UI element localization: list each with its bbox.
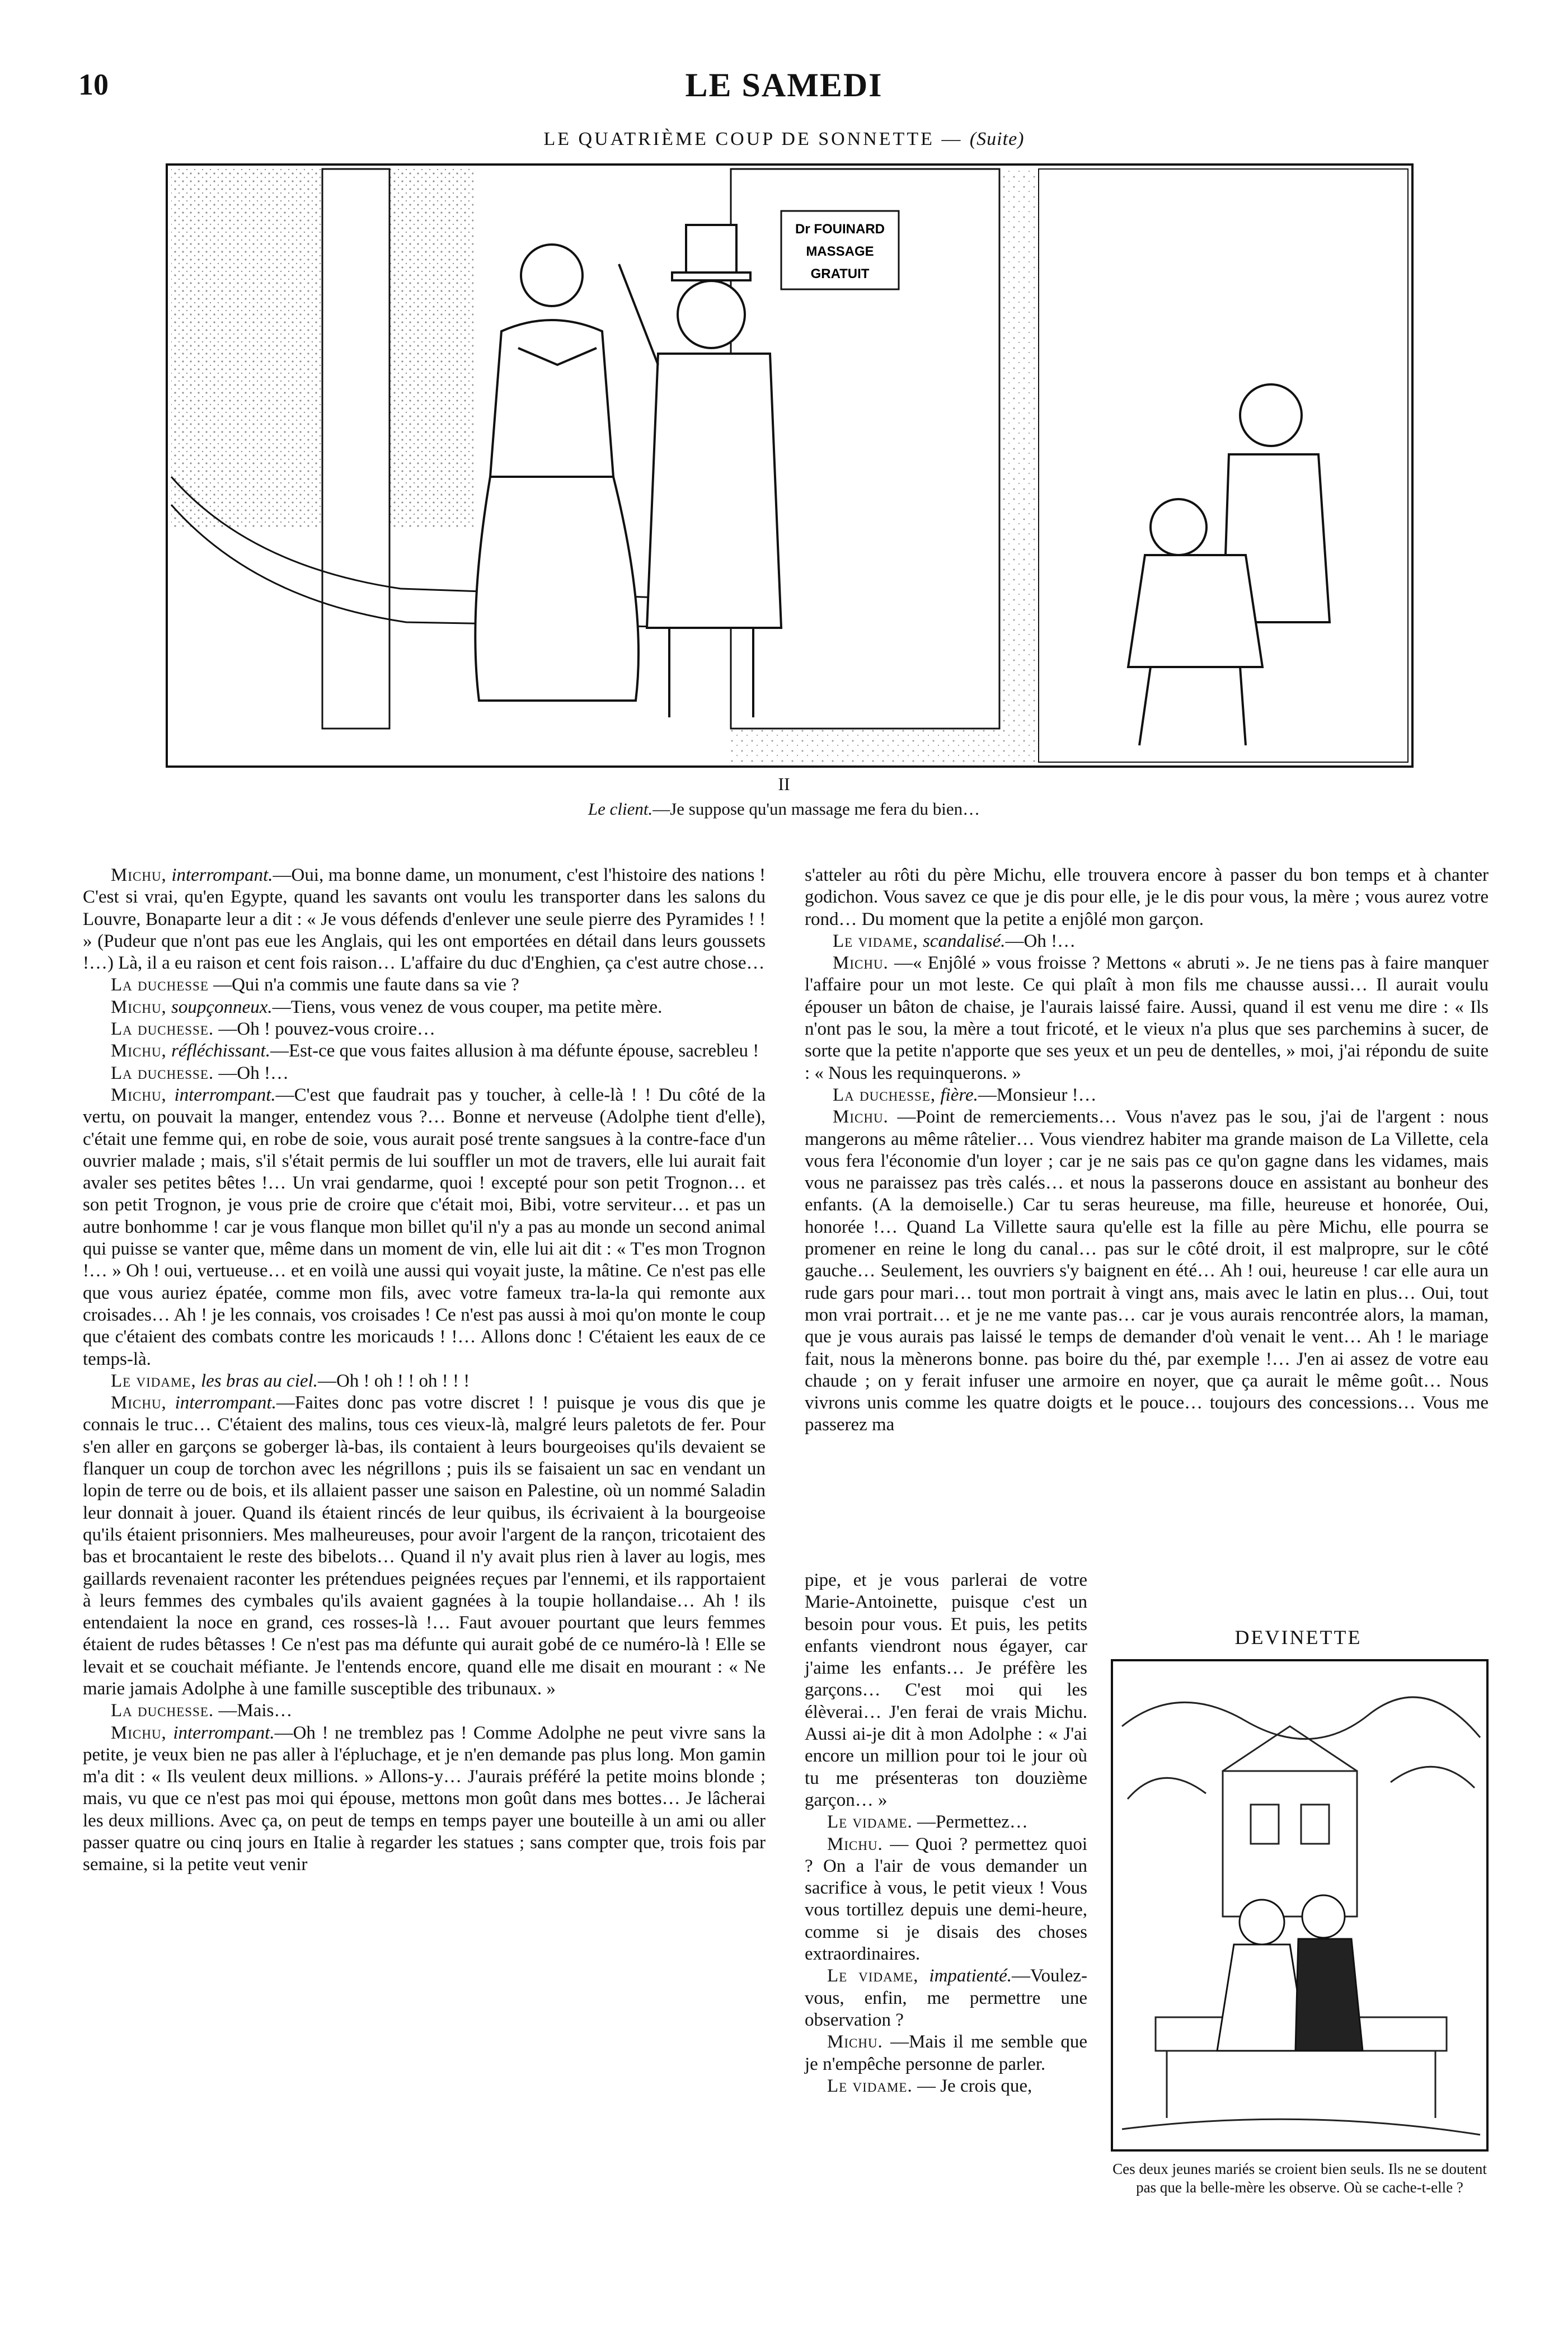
speaker: Michu, xyxy=(111,865,167,885)
speaker: Michu. xyxy=(833,953,889,974)
text-column-left xyxy=(83,865,766,1876)
speaker: Michu, xyxy=(111,1041,167,1061)
speaker: Michu. xyxy=(833,1107,889,1128)
dialogue: —Oh ! oh ! ! oh ! ! ! xyxy=(317,1370,470,1391)
speaker: Michu, xyxy=(111,1393,167,1413)
illustration-caption xyxy=(0,799,1568,819)
stage-direction: les bras au ciel. xyxy=(200,1370,318,1391)
speaker: Le vidame, xyxy=(827,1966,919,1986)
paragraph xyxy=(83,1063,766,1084)
paragraph xyxy=(83,1018,766,1040)
speaker: Michu. xyxy=(827,1834,883,1854)
dialogue: —Faites donc pas votre discret ! ! puisque je vous dis que je connais le truc… C'étaient des malins, tous ces vieux-là, malgré leurs paletots de fer. Pour s'en aller en garçons se goberger là-bas, ils contaient à leurs bourgeoises qu'ils devaient se flanquer un coup de torchon avec les négrillons ; puis ils se faisaient un sac en vendant un lopin de terre ou de bois, et ils allaient passer une saison en Palestine, où un nommé Saladin leur donnait à jouer. Quand ils étaient rincés de leur quibus, ils écrivaient à la bourgeoise qu'ils étaient prisonniers. Mes malheureuses, pour avoir l'argent de la rançon, tricotaient des bas et brocantaient le reste des bibelots… Quand il n'y avait plus rien à laver au logis, mes gaillards revenaient raconter les prétendues peignées reçues par l'ennemi, et ils rapportaient à leurs femmes des cymbales qu'ils avaient gagnées à la toupie hollandaise… Ah ! ils entendaient la noce en grand, ces rosses-là !… Faut avouer pourtant que leurs femmes étaient de rudes bêtasses ! Ce n'est pas ma défunte qui aurait gobé de ce numéro-là ! Elle se levait et se couchait méfiante. Je l'entends encore, quand elle me disait en mourant : « Ne marie jamais Adolphe à une famille susceptible des tribunaux. » xyxy=(83,1393,766,1699)
stage-direction: interrompant. xyxy=(171,865,273,885)
paragraph xyxy=(805,1965,1087,2031)
speaker: La duchesse. xyxy=(111,1019,214,1040)
paragraph xyxy=(805,865,1489,931)
dialogue: s'atteler au rôti du père Michu, elle trouvera encore à passer du bon temps et à chanter godichon. Vous savez ce que je dis pour elle, je le dis pour vous, la mère ; vous aurez votre rond… Du moment que la petite a enjôlé mon garçon. xyxy=(805,865,1489,929)
stage-direction: fière. xyxy=(940,1084,978,1105)
dialogue: —Tiens, vous venez de vous couper, ma petite mère. xyxy=(272,997,663,1017)
paragraph xyxy=(805,1106,1489,1436)
stage-direction: interrompant. xyxy=(174,1084,276,1105)
main-illustration xyxy=(166,163,1414,768)
paragraph xyxy=(83,865,766,974)
paragraph xyxy=(83,997,766,1018)
dialogue: —Qui n'a commis une faute dans sa vie ? xyxy=(213,975,519,995)
sign-line-1: Dr FOUINARD xyxy=(795,222,885,237)
stage-direction: soupçonneux. xyxy=(171,997,273,1017)
caption-speaker: Le client. xyxy=(588,799,653,819)
caption-text: —Je suppose qu'un massage me fera du bien… xyxy=(652,799,980,819)
speaker: La duchesse. xyxy=(111,1063,214,1083)
paragraph xyxy=(805,1570,1087,1811)
paragraph xyxy=(83,974,766,996)
speaker: La duchesse xyxy=(111,975,209,995)
paragraph xyxy=(805,1834,1087,1966)
paragraph xyxy=(83,1370,766,1392)
paragraph xyxy=(83,1084,766,1370)
paragraph xyxy=(805,2031,1087,2075)
stage-direction: impatienté. xyxy=(929,1966,1012,1986)
dialogue: —Oh !… xyxy=(218,1063,289,1083)
speaker: Le vidame, xyxy=(833,931,918,951)
dialogue: —Est-ce que vous faites allusion à ma défunte épouse, sacrebleu ! xyxy=(270,1041,759,1061)
subtitle-suffix: (Suite) xyxy=(969,129,1025,149)
speaker: Le vidame, xyxy=(111,1370,196,1391)
paragraph xyxy=(805,1811,1087,1833)
speaker: Michu. xyxy=(827,2032,883,2052)
subtitle-text: LE QUATRIÈME COUP DE SONNETTE — xyxy=(543,129,963,149)
dialogue: —Oui, ma bonne dame, un monument, c'est l'histoire des nations ! C'est si vrai, qu'en Egypte, quand les savants ont voulu les transporter dans les salons du Louvre, Bonaparte leur a dit : « Je vous défends d'enlever une seule pierre des Pyramides ! ! » (Pudeur que n'ont pas eue les Anglais, qui les ont emportées en détail dans leurs goussets !…) Là, il a eu raison et cent fois raison… L'affaire du duc d'Enghien, ça c'est autre chose… xyxy=(83,865,766,974)
devinette-title: DEVINETTE xyxy=(1234,1626,1362,1648)
illustration-number: II xyxy=(778,774,790,794)
dialogue: — Je crois que, xyxy=(917,2075,1032,2096)
dialogue: —Monsieur !… xyxy=(978,1084,1097,1105)
stage-direction: interrompant. xyxy=(173,1722,275,1743)
speaker: Le vidame. xyxy=(827,1812,913,1833)
paragraph xyxy=(83,1040,766,1062)
paragraph xyxy=(83,1392,766,1700)
paragraph xyxy=(805,1084,1489,1106)
dialogue: —Oh ! pouvez-vous croire… xyxy=(218,1019,436,1040)
text-column-right-bottom xyxy=(805,1570,1087,2097)
speaker: Michu, xyxy=(111,997,167,1017)
dialogue: —Oh !… xyxy=(1005,931,1076,951)
paragraph xyxy=(805,931,1489,952)
dialogue: —Mais… xyxy=(218,1701,293,1721)
dialogue: —Permettez… xyxy=(917,1812,1028,1833)
speaker: Le vidame. xyxy=(827,2075,913,2096)
dialogue: pipe, et je vous parlerai de votre Marie-Antoinette, puisque c'est un besoin pour vous. Et puis, les petits enfants viendront nous égayer, car j'aime les enfants… Je préfère les garçons… C'est moi qui les élèverai… J'en ferai de vrais Michu. Aussi ai-je dit à mon Adolphe : « J'ai encore un million pour toi le jour où tu me présenteras ton douzième garçon… » xyxy=(805,1570,1087,1810)
text-column-right-top xyxy=(805,865,1489,1436)
paragraph xyxy=(805,952,1489,1084)
speaker: La duchesse. xyxy=(111,1701,214,1721)
dialogue: —« Enjôlé » vous froisse ? Mettons « abruti ». Je ne tiens pas à faire manquer l'affaire pour un mot leste. Ce qui plaît à mon fils me chausse aussi… Il aurait voulu épouser un bâton de chaise, je l'aurais laissé faire. Aussi, quand il est venu me dire : « Ils n'ont pas le sou, la mère a tout fricoté, et le vieux n'a plus que ses parchemins à sucer, de sorte que la petite n'apporte que ses yeux et un peu de dentelles, » moi, j'ai répondu de suite : « Nous les requinquerons. » xyxy=(805,953,1489,1083)
page-number: 10 xyxy=(78,68,109,101)
speaker: Michu, xyxy=(111,1722,167,1743)
devinette-caption: Ces deux jeunes mariés se croient bien seuls. Ils ne se doutent pas que la belle-mère les observe. Où se cache-t-elle ? xyxy=(1112,2160,1487,2196)
devinette-illustration xyxy=(1111,1659,1489,2152)
masthead: LE SAMEDI xyxy=(685,67,883,104)
dialogue: —Point de remerciements… Vous n'avez pas le sou, j'ai de l'argent : nous mangerons au même râtelier… Vous viendrez habiter ma grande maison de La Villette, cela vous fera l'économie d'un loyer ; car je ne sais pas ce qu'on gagne dans les vidames, mais vous ne paraissez pas très calés… et nous la passerons douce en assistant au bonheur des enfants. (A la demoiselle.) Car tu seras heureuse, ma fille, heureuse et honorée, Oui, honorée !… Quand La Villette saura qu'elle est la fille au père Michu, elle pourra se promener en reine le long du canal… pas sur le côté droit, il est malpropre, sur le côté gauche… Seulement, les ouvriers s'y baignent en été… Ah ! oui, heureuse ! car elle aura un rude gars pour mari… tout mon portrait à vingt ans, mais avec le latin en plus… Oui, tout mon vrai portrait… et je ne me vante pas… car je vous aurais rencontrée alors, la maman, que je vous aurais pas laissé le temps de demander d'où venait le vent… Ah ! le mariage fait, nous la mènerons bonne. pas boire du thé, par exemple !… J'en ai assez de votre eau chaude ; on y ferait infuser une armoire en noyer, que ça aurait le même goût… Nous vivrons unis comme les quatre doigts et le pouce… toujours des concessions… Vous me passerez ma xyxy=(805,1107,1489,1435)
dialogue: —C'est que faudrait pas y toucher, à celle-là ! ! Du côté de la vertu, on pouvait la manger, entendez vous ?… Bonne et nerveuse (Adolphe tient d'elle), c'était une femme qui, en robe de soie, vous aurait posé trente sangsues à la contre-face d'un ouvrier malade ; mais, s'il s'était permis de lui souffler un mot de travers, elle lui aurait fait avaler ses petites bêtes !… Un vrai gendarme, quoi ! excepté pour son petit Trognon… et son petit Trognon, je vous prie de croire que c'était moi, Bibi, votre serviteur… et pas un autre bonhomme ! car je vous flanque mon billet qu'il n'y a pas au monde un second animal qui puisse se vanter que, même dans un moment de vin, elle lui ait dit : « T'es mon Trognon !… » Oh ! oui, vertueuse… et en voilà une aussi qui voyait juste, la mâtine. Ce n'est pas elle que vous auriez épatée, comme mon fils, avec votre fameux tra-la-la qui remonte aux croisades… Ah ! je les connais, vos croisades ! Ce n'est pas aussi à moi qu'on monte le coup que c'étaient des combats contre les moricauds ! !… Allons donc ! C'étaient les eaux de ce temps-là. xyxy=(83,1084,766,1369)
dialogue: — Quoi ? permettez quoi ? On a l'air de vous demander un sacrifice à vous, le petit vieux ! Vous vous tortillez depuis une demi-heure, comme si je disais des choses extraordinaires. xyxy=(805,1834,1087,1965)
stage-direction: réfléchissant. xyxy=(171,1041,270,1061)
section-subtitle xyxy=(0,129,1568,150)
dialogue: —Mais il me semble que je n'empêche personne de parler. xyxy=(805,2032,1087,2074)
speaker: La duchesse, xyxy=(833,1084,936,1105)
sign-line-3: GRATUIT xyxy=(810,266,870,281)
speaker: Michu, xyxy=(111,1084,167,1105)
sign-line-2: MASSAGE xyxy=(806,244,874,259)
stage-direction: interrompant. xyxy=(175,1393,276,1413)
dialogue: —Oh ! ne tremblez pas ! Comme Adolphe ne peut vivre sans la petite, je veux bien ne pas aller à l'épluchage, et je n'en demande pas plus long. Mon gamin m'a dit : « Ils veulent deux millions. » Allons-y… J'aurais préféré la petite moins blonde ; mais, vu que ce n'est pas moi qui épouse, mettons mon goût dans mes bottes… Je lâcherai les deux millions. Avec ça, on peut de temps en temps payer une bouteille à un ami ou aller passer quatre ou cinq jours en Italie à regarder les statues ; sans compter que, trois fois par semaine, si la petite veut venir xyxy=(83,1722,766,1875)
paragraph xyxy=(83,1700,766,1722)
paragraph xyxy=(805,2075,1087,2097)
paragraph xyxy=(83,1722,766,1876)
dialogue: —Voulez-vous, enfin, me permettre une observation ? xyxy=(805,1966,1088,2030)
stage-direction: scandalisé. xyxy=(922,931,1006,951)
